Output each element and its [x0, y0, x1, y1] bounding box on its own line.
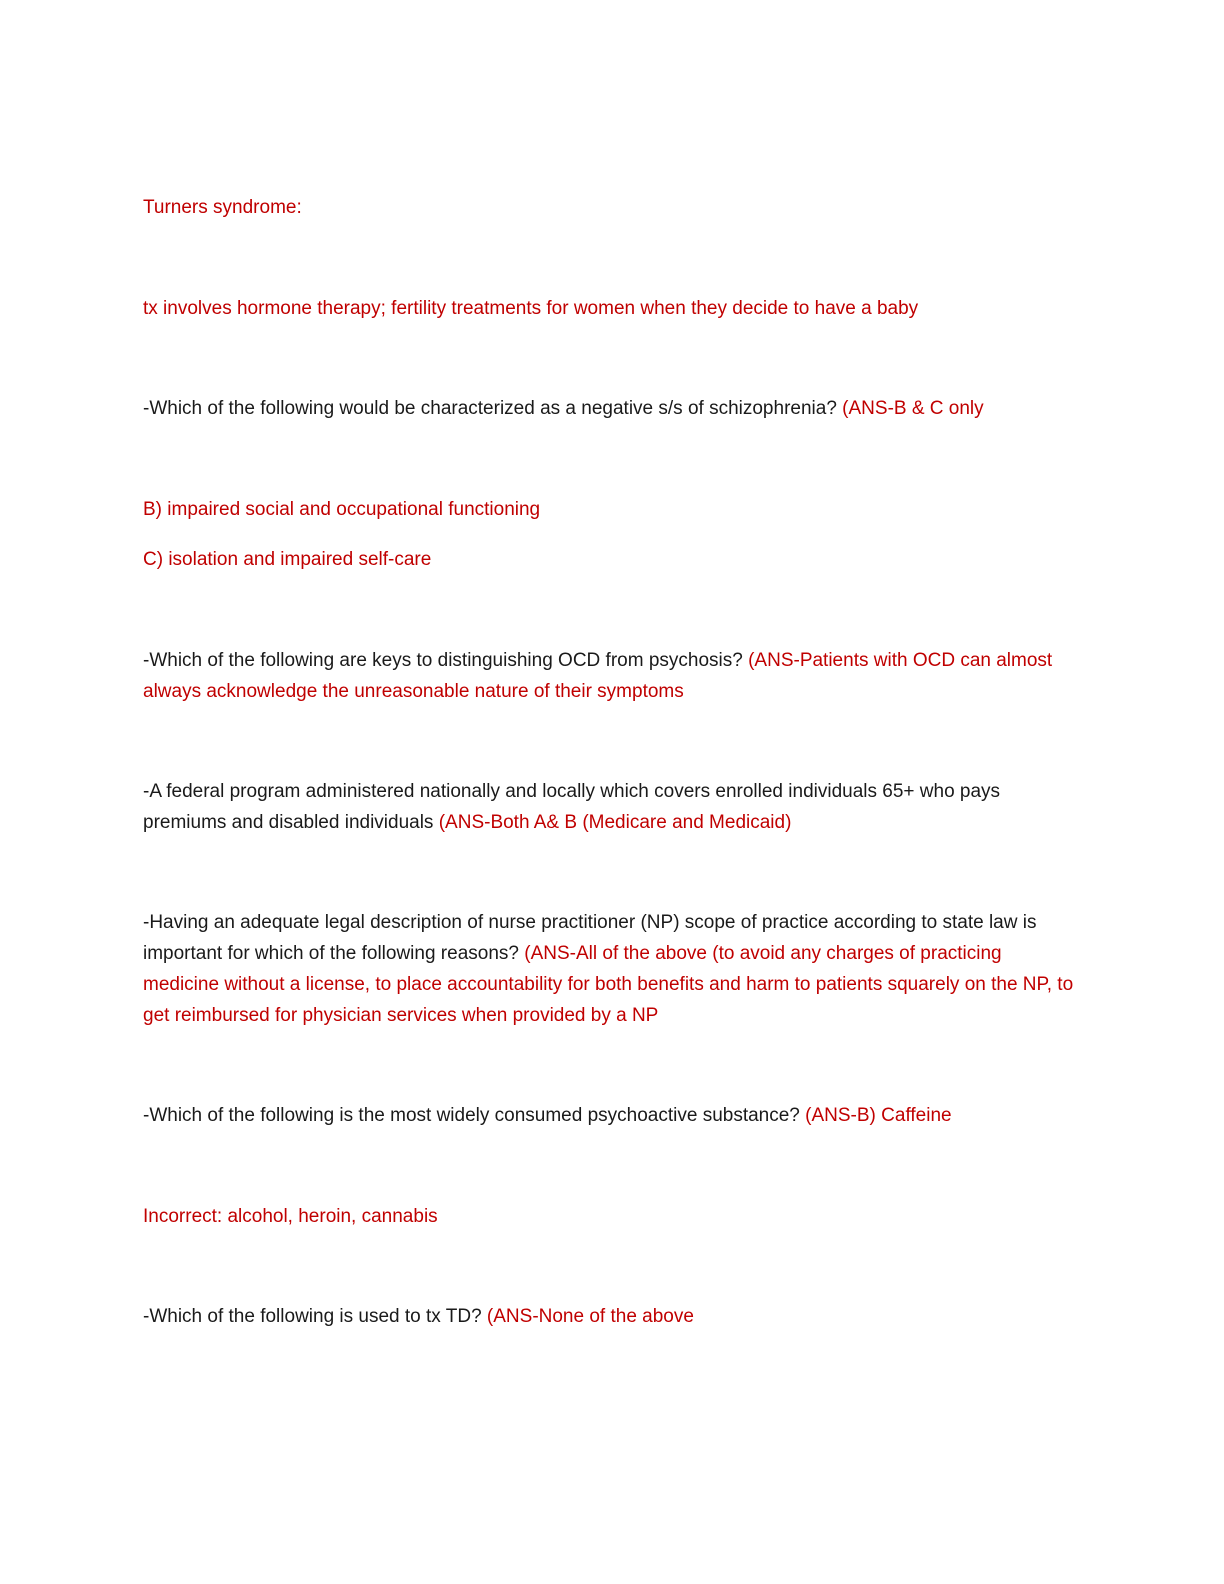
- answer-option-b-text: B) impaired social and occupational functioning: [143, 499, 541, 520]
- psychoactive-question: -Which of the following is the most widely consumed psychoactive substance?: [143, 1105, 806, 1126]
- turners-treatment-answer: [143, 293, 1078, 324]
- federal-program-question-block: [143, 776, 1078, 838]
- td-question-block: [143, 1301, 1078, 1332]
- schizophrenia-question: -Which of the following would be characterized as a negative s/s of schizophrenia?: [143, 398, 843, 419]
- np-scope-question: -Having an adequate legal description of nurse practitioner (NP) scope of practice according to state law is important for which of the following reasons?: [143, 912, 1037, 964]
- federal-program-question: -A federal program administered nationally and locally which covers enrolled individuals 65+ who pays premiums and disabled individuals: [143, 781, 1001, 833]
- turners-syndrome-text: Turners syndrome:: [143, 197, 302, 218]
- td-question: -Which of the following is used to tx TD?: [143, 1306, 487, 1327]
- answer-option-c: [143, 544, 1078, 575]
- ocd-question: -Which of the following are keys to distinguishing OCD from psychosis?: [143, 650, 749, 671]
- federal-program-answer: (ANS-Both A& B (Medicare and Medicaid): [438, 812, 792, 833]
- np-scope-answer: (ANS-All of the above (to avoid any charges of practicing medicine without a license, to place accountability for both benefits and harm to patients squarely on the NP, to get reimbursed for physician services when provided by a NP: [143, 943, 1074, 1026]
- turners-treatment-text: tx involves hormone therapy; fertility treatments for women when they decide to have a baby: [143, 298, 919, 319]
- incorrect-options-text: Incorrect: alcohol, heroin, cannabis: [143, 1206, 438, 1227]
- psychoactive-answer: (ANS-B) Caffeine: [805, 1105, 952, 1126]
- ocd-answer: (ANS-Patients with OCD can almost always acknowledge the unreasonable nature of their symptoms: [143, 650, 1053, 702]
- incorrect-options: [143, 1201, 1078, 1232]
- psychoactive-question-block: [143, 1100, 1078, 1131]
- answer-option-b: [143, 494, 1078, 525]
- td-answer: (ANS-None of the above: [486, 1306, 694, 1327]
- np-scope-question-block: [143, 907, 1078, 1031]
- schizophrenia-question-block: [143, 393, 1078, 424]
- ocd-question-block: [143, 645, 1078, 707]
- answer-option-c-text: C) isolation and impaired self-care: [143, 549, 432, 570]
- turners-syndrome-heading: [143, 192, 1078, 223]
- schizophrenia-answer: (ANS-B & C only: [842, 398, 984, 419]
